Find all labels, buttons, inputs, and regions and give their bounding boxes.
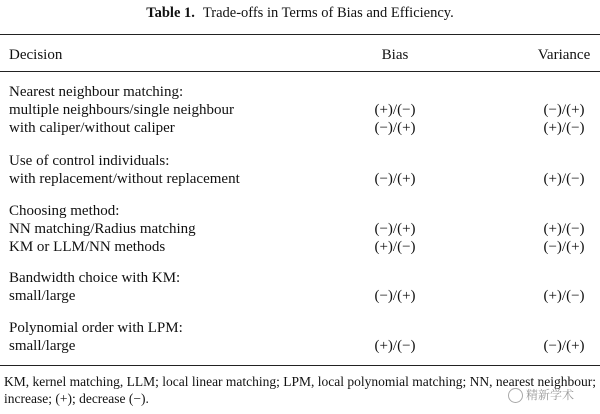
group-title: Polynomial order with LPM: bbox=[9, 320, 183, 336]
group-title: Bandwidth choice with KM: bbox=[9, 270, 181, 286]
row-label: KM or LLM/NN methods bbox=[9, 239, 166, 255]
watermark-text: 精新学术 bbox=[526, 388, 575, 402]
wechat-icon bbox=[508, 388, 523, 403]
table-footnote: KM, kernel matching, LLM; local linear matching; LPM, local polynomial matching; NN, nearest neighbour; increase; (+); decrease (−). bbox=[4, 374, 596, 406]
table-caption bbox=[0, 5, 600, 22]
row-bias: (−)/(+) bbox=[374, 221, 416, 237]
row-bias: (+)/(−) bbox=[374, 338, 416, 354]
header-decision: Decision bbox=[9, 47, 63, 63]
row-label: with replacement/without replacement bbox=[9, 171, 240, 187]
header-variance: Variance bbox=[537, 47, 591, 63]
row-variance: (−)/(+) bbox=[543, 338, 585, 354]
row-bias: (+)/(−) bbox=[374, 239, 416, 255]
row-bias: (−)/(+) bbox=[374, 171, 416, 187]
bottom-rule bbox=[0, 365, 600, 366]
group-title: Nearest neighbour matching: bbox=[9, 84, 184, 100]
table-title: Trade-offs in Terms of Bias and Efficiency. bbox=[202, 5, 454, 21]
watermark bbox=[508, 386, 574, 403]
row-label: multiple neighbours/single neighbour bbox=[9, 102, 234, 118]
row-bias: (−)/(+) bbox=[374, 120, 416, 136]
row-label: NN matching/Radius matching bbox=[9, 221, 196, 237]
row-variance: (+)/(−) bbox=[543, 288, 585, 304]
row-variance: (+)/(−) bbox=[543, 171, 585, 187]
header-rule bbox=[0, 71, 600, 72]
row-variance: (+)/(−) bbox=[543, 221, 585, 237]
table-label: Table 1. bbox=[146, 5, 195, 21]
row-label: small/large bbox=[9, 338, 76, 354]
row-label: small/large bbox=[9, 288, 76, 304]
row-label: with caliper/without caliper bbox=[9, 120, 175, 136]
group-title: Choosing method: bbox=[9, 203, 120, 219]
row-variance: (−)/(+) bbox=[543, 102, 585, 118]
header-bias: Bias bbox=[381, 47, 409, 63]
row-variance: (−)/(+) bbox=[543, 239, 585, 255]
row-bias: (−)/(+) bbox=[374, 288, 416, 304]
group-title: Use of control individuals: bbox=[9, 153, 170, 169]
row-bias: (+)/(−) bbox=[374, 102, 416, 118]
top-rule bbox=[0, 34, 600, 35]
row-variance: (+)/(−) bbox=[543, 120, 585, 136]
